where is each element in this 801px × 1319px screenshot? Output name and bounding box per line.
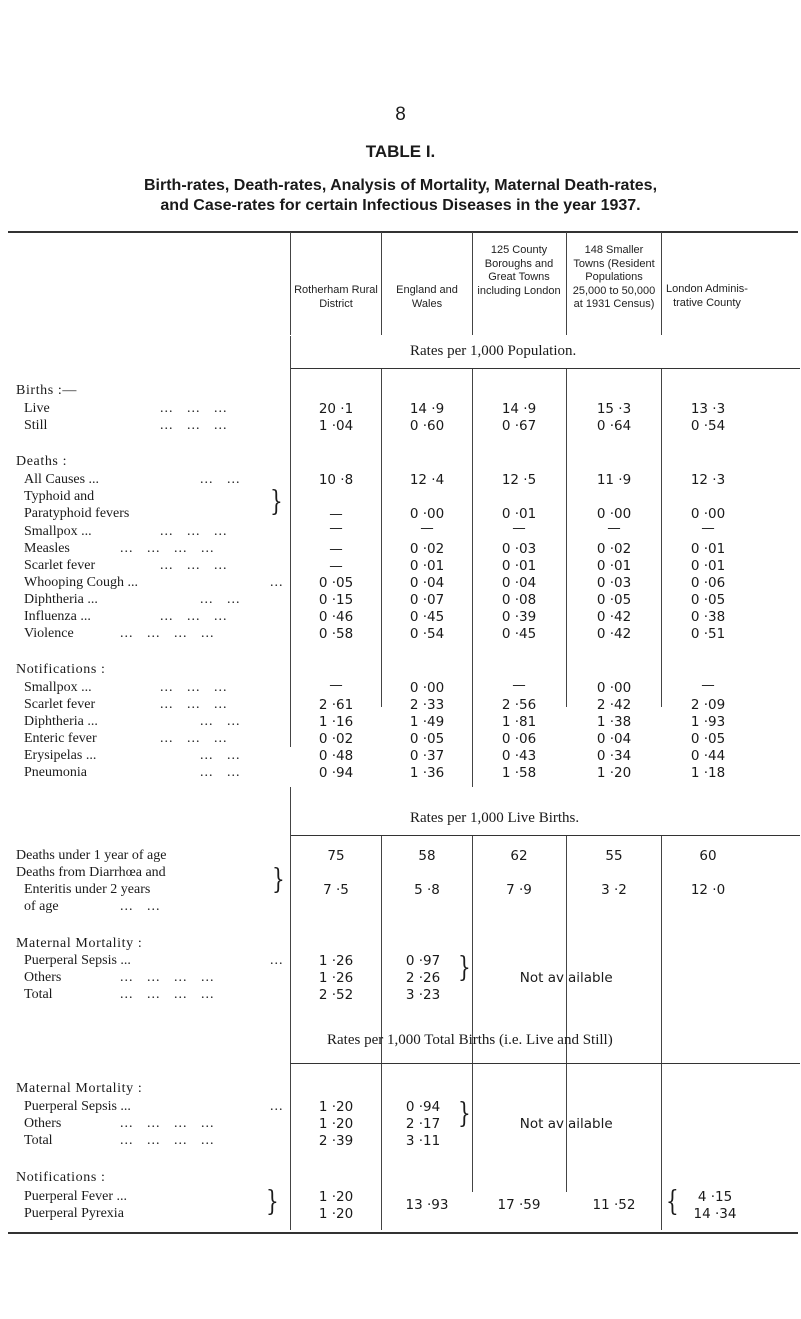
cell-under1-england: 58 (418, 848, 436, 864)
leader-dots: ... ... (120, 899, 161, 914)
col-divider-1a (381, 369, 382, 707)
cell-all-causes-rotherham: 10 ·8 (318, 472, 354, 488)
row-label-diarrhoea-3: of age (24, 899, 59, 914)
leader-dots: ... ... ... ... (120, 541, 215, 556)
cell-influenza-rotherham: 0 ·46 (318, 609, 354, 625)
cell-smallpox-notif-london: — (701, 677, 715, 693)
table-subtitle-line1: Birth-rates, Death-rates, Analysis of Mortality, Maternal Death-rates, (143, 177, 658, 194)
leader-dots: ... (270, 575, 284, 590)
header-divider-2 (381, 232, 382, 335)
cell-scarlet-notif-england: 2 ·33 (409, 697, 445, 713)
cell-whooping-london: 0 ·06 (690, 575, 726, 591)
cell-violence-county-boroughs: 0 ·45 (501, 626, 537, 642)
cell-measles-smaller-towns: 0 ·02 (596, 541, 632, 557)
cell-mm2-total-england: 3 ·11 (405, 1133, 441, 1149)
cell-whooping-england: 0 ·04 (409, 575, 445, 591)
brace-right: } (266, 1184, 279, 1218)
cell-influenza-england: 0 ·45 (409, 609, 445, 625)
cell-diphtheria-deaths-county-boroughs: 0 ·08 (501, 592, 537, 608)
col-divider-4d (661, 1064, 662, 1192)
table-title: TABLE I. (365, 142, 436, 161)
leader-dots: ... ... ... (160, 609, 228, 624)
cell-measles-england: 0 ·02 (409, 541, 445, 557)
cell-mm2-others-england: 2 ·17 (405, 1116, 441, 1132)
cell-enteric-london: 0 ·05 (690, 731, 726, 747)
stub-divider-1 (290, 336, 291, 707)
row-label-typhoid-1: Typhoid and (24, 489, 95, 504)
cell-diarrhoea-england: 5 ·8 (414, 882, 440, 898)
row-label-violence: Violence (24, 626, 74, 641)
leader-dots: ... ... (200, 592, 241, 607)
brace-right: } (458, 950, 471, 984)
cell-under1-rotherham: 75 (327, 848, 345, 864)
cell-typhoid-london: 0 ·00 (690, 506, 726, 522)
section-maternal-mortality-1: Maternal Mortality : (16, 936, 143, 951)
row-label-diphtheria-notif: Diphtheria ... (24, 714, 98, 729)
cell-scarlet-notif-county-boroughs: 2 ·56 (501, 697, 537, 713)
cell-puerperal-pyrexia-rotherham: 1 ·20 (318, 1206, 354, 1222)
cell-all-causes-county-boroughs: 12 ·5 (501, 472, 537, 488)
row-label-mm1-total: Total (24, 987, 53, 1002)
cell-diarrhoea-rotherham: 7 ·5 (323, 882, 349, 898)
cell-typhoid-county-boroughs: 0 ·01 (501, 506, 537, 522)
row-label-mm2-others: Others (24, 1116, 62, 1131)
row-label-mm2-total: Total (24, 1133, 53, 1148)
row-label-mm1-sepsis: Puerperal Sepsis ... (24, 953, 131, 968)
row-label-smallpox-deaths: Smallpox ... (24, 524, 92, 539)
cell-smallpox-notif-smaller-towns: 0 ·00 (596, 680, 632, 696)
cell-erysipelas-rotherham: 0 ·48 (318, 748, 354, 764)
cell-scarlet-deaths-smaller-towns: 0 ·01 (596, 558, 632, 574)
page-number: 8 (395, 104, 406, 125)
cell-diphtheria-deaths-rotherham: 0 ·15 (318, 592, 354, 608)
cell-all-causes-smaller-towns: 11 ·9 (596, 472, 632, 488)
cell-live-rotherham: 20 ·1 (318, 401, 354, 417)
col-divider-2b (472, 707, 473, 787)
table-subtitle-line2: and Case-rates for certain Infectious Diseases in the year 1937. (160, 197, 641, 214)
cell-influenza-london: 0 ·38 (690, 609, 726, 625)
section-deaths: Deaths : (16, 454, 68, 469)
col-divider-1e (381, 1192, 382, 1230)
col-divider-4a (661, 369, 662, 707)
column-header-london: London Adminis- trative County (666, 283, 748, 309)
cell-erysipelas-london: 0 ·44 (690, 748, 726, 764)
cell-smallpox-deaths-smaller-towns: — (607, 520, 621, 536)
row-label-diarrhoea-1: Deaths from Diarrhœa and (16, 865, 166, 880)
row-label-puerperal-fever: Puerperal Fever ... (24, 1189, 128, 1204)
row-label-smallpox-notif: Smallpox ... (24, 680, 92, 695)
cell-smallpox-deaths-county-boroughs: — (512, 520, 526, 536)
row-label-typhoid-2: Paratyphoid fevers (24, 506, 130, 521)
cell-puerperal-smaller-towns: 11 ·52 (592, 1197, 636, 1213)
cell-mm1-sepsis-rotherham: 1 ·26 (318, 953, 354, 969)
row-label-puerperal-pyrexia: Puerperal Pyrexia (24, 1206, 124, 1221)
col-divider-1d (381, 1064, 382, 1192)
cell-whooping-county-boroughs: 0 ·04 (501, 575, 537, 591)
cell-puerperal-fever-rotherham: 1 ·20 (318, 1189, 354, 1205)
cell-pneumonia-smaller-towns: 1 ·20 (596, 765, 632, 781)
top-rule (8, 231, 798, 233)
row-label-mm1-others: Others (24, 970, 62, 985)
cell-mm2-total-rotherham: 2 ·39 (318, 1133, 354, 1149)
band-live-births-rule (290, 835, 800, 836)
cell-still-london: 0 ·54 (690, 418, 726, 434)
leader-dots: ... ... ... (160, 558, 228, 573)
leader-dots: ... ... ... (160, 401, 228, 416)
cell-under1-smaller-towns: 55 (605, 848, 623, 864)
section-notifications: Notifications : (16, 662, 106, 677)
cell-whooping-smaller-towns: 0 ·03 (596, 575, 632, 591)
column-header-england-wales: England and Wales (396, 284, 458, 310)
row-label-still: Still (24, 418, 48, 433)
row-label-mm2-sepsis: Puerperal Sepsis ... (24, 1099, 131, 1114)
cell-mm1-sepsis-england: 0 ·97 (405, 953, 441, 969)
cell-scarlet-notif-smaller-towns: 2 ·42 (596, 697, 632, 713)
row-label-scarlet-notif: Scarlet fever (24, 697, 96, 712)
leader-dots: ... ... (200, 748, 241, 763)
col-divider-4c (661, 836, 662, 1063)
row-label-enteric: Enteric fever (24, 731, 97, 746)
leader-dots: ... ... ... (160, 697, 228, 712)
cell-pneumonia-england: 1 ·36 (409, 765, 445, 781)
cell-scarlet-deaths-county-boroughs: 0 ·01 (501, 558, 537, 574)
leader-dots: ... ... (200, 472, 241, 487)
cell-diarrhoea-smaller-towns: 3 ·2 (601, 882, 627, 898)
col-divider-3d (566, 1064, 567, 1192)
cell-typhoid-england: 0 ·00 (409, 506, 445, 522)
cell-smallpox-notif-rotherham: — (329, 677, 343, 693)
col-divider-2c (472, 836, 473, 1063)
column-header-rotherham: Rotherham Rural District (294, 284, 378, 310)
row-label-erysipelas: Erysipelas ... (24, 748, 97, 763)
cell-live-smaller-towns: 15 ·3 (596, 401, 632, 417)
cell-pneumonia-rotherham: 0 ·94 (318, 765, 354, 781)
brace-right: } (272, 862, 285, 896)
cell-all-causes-england: 12 ·4 (409, 472, 445, 488)
cell-smallpox-notif-county-boroughs: — (512, 677, 526, 693)
not-available-part2: ailable (568, 1116, 613, 1132)
cell-live-county-boroughs: 14 ·9 (501, 401, 537, 417)
section-maternal-mortality-2: Maternal Mortality : (16, 1081, 143, 1096)
band-total-births: Rates per 1,000 Total Births (i.e. Live and Still) (327, 1032, 613, 1048)
stub-divider-1b (290, 707, 291, 747)
cell-diphtheria-deaths-london: 0 ·05 (690, 592, 726, 608)
cell-under1-county-boroughs: 62 (510, 848, 528, 864)
cell-violence-england: 0 ·54 (409, 626, 445, 642)
leader-dots: ... ... ... (160, 524, 228, 539)
row-label-whooping-cough: Whooping Cough ... (24, 575, 138, 590)
not-available-part1: Not av (519, 1116, 564, 1132)
section-births: Births :— (16, 383, 78, 398)
cell-mm2-others-rotherham: 1 ·20 (318, 1116, 354, 1132)
leader-dots: ... (270, 953, 284, 968)
cell-scarlet-notif-rotherham: 2 ·61 (318, 697, 354, 713)
cell-diphtheria-notif-smaller-towns: 1 ·38 (596, 714, 632, 730)
cell-diarrhoea-county-boroughs: 7 ·9 (506, 882, 532, 898)
band-live-births: Rates per 1,000 Live Births. (410, 810, 580, 826)
col-divider-3c (566, 836, 567, 1063)
col-divider-4e (661, 1192, 662, 1230)
row-label-diphtheria-deaths: Diphtheria ... (24, 592, 98, 607)
cell-still-county-boroughs: 0 ·67 (501, 418, 537, 434)
cell-violence-london: 0 ·51 (690, 626, 726, 642)
cell-still-rotherham: 1 ·04 (318, 418, 354, 434)
cell-influenza-smaller-towns: 0 ·42 (596, 609, 632, 625)
brace-left: { (666, 1184, 679, 1218)
band-population-rule (290, 368, 800, 369)
cell-measles-county-boroughs: 0 ·03 (501, 541, 537, 557)
row-label-scarlet-deaths: Scarlet fever (24, 558, 96, 573)
cell-scarlet-deaths-rotherham: — (329, 558, 343, 574)
cell-diphtheria-notif-london: 1 ·93 (690, 714, 726, 730)
cell-smallpox-notif-england: 0 ·00 (409, 680, 445, 696)
brace-right: } (270, 484, 283, 518)
cell-puerperal-pyrexia-london: 14 ·34 (693, 1206, 737, 1222)
cell-violence-smaller-towns: 0 ·42 (596, 626, 632, 642)
cell-violence-rotherham: 0 ·58 (318, 626, 354, 642)
cell-diphtheria-deaths-smaller-towns: 0 ·05 (596, 592, 632, 608)
cell-measles-rotherham: — (329, 541, 343, 557)
cell-smallpox-deaths-rotherham: — (329, 520, 343, 536)
cell-mm1-others-rotherham: 1 ·26 (318, 970, 354, 986)
section-notifications-puerperal: Notifications : (16, 1170, 106, 1185)
leader-dots: ... (270, 1099, 284, 1114)
cell-influenza-county-boroughs: 0 ·39 (501, 609, 537, 625)
leader-dots: ... ... ... (160, 418, 228, 433)
cell-scarlet-notif-london: 2 ·09 (690, 697, 726, 713)
row-label-diarrhoea-2: Enteritis under 2 years (24, 882, 151, 897)
cell-diarrhoea-london: 12 ·0 (690, 882, 726, 898)
header-divider-3 (472, 232, 473, 335)
cell-measles-london: 0 ·01 (690, 541, 726, 557)
leader-dots: ... ... ... ... (120, 1116, 215, 1131)
cell-mm1-total-rotherham: 2 ·52 (318, 987, 354, 1003)
cell-erysipelas-county-boroughs: 0 ·43 (501, 748, 537, 764)
cell-puerperal-england: 13 ·93 (405, 1197, 449, 1213)
cell-enteric-rotherham: 0 ·02 (318, 731, 354, 747)
cell-mm2-sepsis-rotherham: 1 ·20 (318, 1099, 354, 1115)
col-divider-2a (472, 369, 473, 707)
brace-right: } (458, 1096, 471, 1130)
cell-typhoid-smaller-towns: 0 ·00 (596, 506, 632, 522)
leader-dots: ... ... ... ... (120, 626, 215, 641)
cell-mm1-others-england: 2 ·26 (405, 970, 441, 986)
col-divider-3a (566, 369, 567, 707)
band-population: Rates per 1,000 Population. (410, 343, 577, 359)
band-total-births-rule (290, 1063, 800, 1064)
cell-puerperal-county-boroughs: 17 ·59 (497, 1197, 541, 1213)
bottom-rule (8, 1232, 798, 1234)
row-label-all-causes: All Causes ... (24, 472, 100, 487)
row-label-pneumonia: Pneumonia (24, 765, 87, 780)
row-label-under-1-year: Deaths under 1 year of age (16, 848, 167, 863)
cell-pneumonia-county-boroughs: 1 ·58 (501, 765, 537, 781)
cell-smallpox-deaths-london: — (701, 520, 715, 536)
cell-under1-london: 60 (699, 848, 717, 864)
header-divider-4 (566, 232, 567, 335)
cell-diphtheria-notif-county-boroughs: 1 ·81 (501, 714, 537, 730)
cell-all-causes-london: 12 ·3 (690, 472, 726, 488)
cell-still-smaller-towns: 0 ·64 (596, 418, 632, 434)
leader-dots: ... ... (200, 765, 241, 780)
col-divider-1c (381, 836, 382, 1063)
cell-mm2-sepsis-england: 0 ·94 (405, 1099, 441, 1115)
cell-erysipelas-smaller-towns: 0 ·34 (596, 748, 632, 764)
cell-smallpox-deaths-england: — (420, 520, 434, 536)
cell-scarlet-deaths-london: 0 ·01 (690, 558, 726, 574)
stub-divider-2 (290, 787, 291, 1063)
leader-dots: ... ... ... ... (120, 987, 215, 1002)
cell-diphtheria-notif-rotherham: 1 ·16 (318, 714, 354, 730)
cell-pneumonia-london: 1 ·18 (690, 765, 726, 781)
cell-puerperal-fever-london: 4 ·15 (697, 1189, 733, 1205)
row-label-influenza: Influenza ... (24, 609, 91, 624)
cell-diphtheria-deaths-england: 0 ·07 (409, 592, 445, 608)
row-label-live: Live (24, 401, 50, 416)
leader-dots: ... ... (200, 714, 241, 729)
cell-erysipelas-england: 0 ·37 (409, 748, 445, 764)
leader-dots: ... ... ... ... (120, 970, 215, 985)
header-divider-5 (661, 232, 662, 335)
stub-divider-3 (290, 1064, 291, 1192)
not-available-part2: ailable (568, 970, 613, 986)
cell-whooping-rotherham: 0 ·05 (318, 575, 354, 591)
leader-dots: ... ... ... (160, 680, 228, 695)
leader-dots: ... ... ... ... (120, 1133, 215, 1148)
column-header-county-boroughs: 125 County Boroughs and Great Towns including London (477, 244, 561, 297)
column-header-smaller-towns: 148 Smaller Towns (Resident Populations 25,000 to 50,000 at 1931 Census) (572, 244, 656, 311)
stub-divider-3b (290, 1192, 291, 1230)
not-available-part1: Not av (519, 970, 564, 986)
cell-scarlet-deaths-england: 0 ·01 (409, 558, 445, 574)
leader-dots: ... ... ... (160, 731, 228, 746)
cell-live-london: 13 ·3 (690, 401, 726, 417)
cell-still-england: 0 ·60 (409, 418, 445, 434)
cell-diphtheria-notif-england: 1 ·49 (409, 714, 445, 730)
cell-enteric-smaller-towns: 0 ·04 (596, 731, 632, 747)
header-divider-1 (290, 232, 291, 335)
cell-mm1-total-england: 3 ·23 (405, 987, 441, 1003)
col-divider-2d (472, 1064, 473, 1192)
cell-enteric-england: 0 ·05 (409, 731, 445, 747)
cell-typhoid-rotherham: — (329, 506, 343, 522)
cell-live-england: 14 ·9 (409, 401, 445, 417)
cell-enteric-county-boroughs: 0 ·06 (501, 731, 537, 747)
row-label-measles: Measles (24, 541, 70, 556)
